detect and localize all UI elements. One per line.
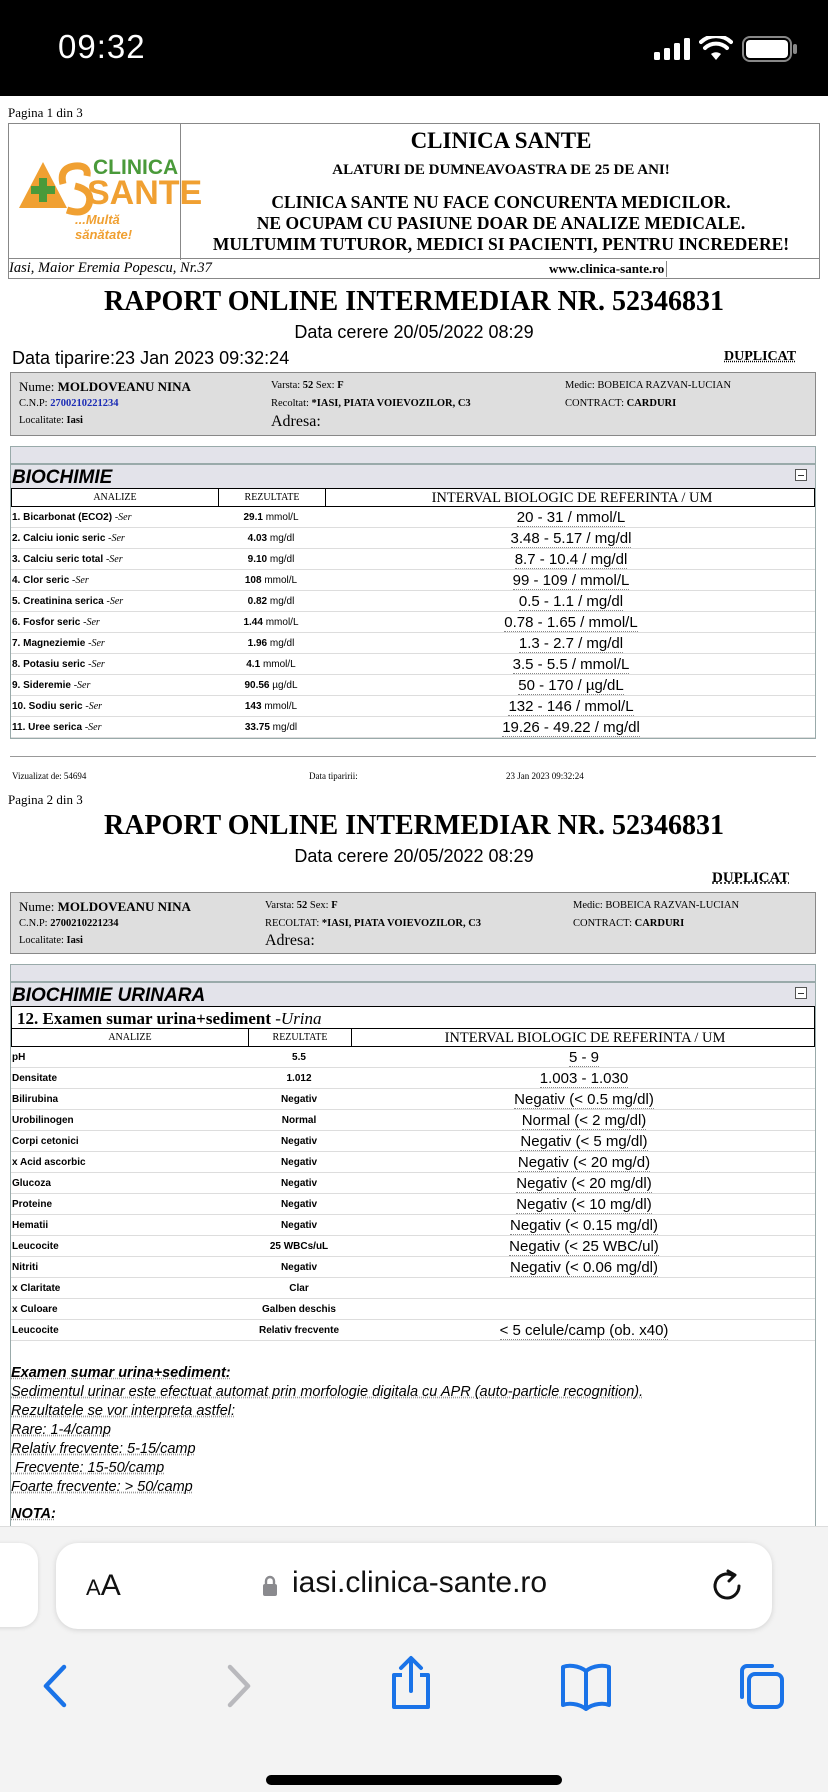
contract-label-2: CONTRACT:: [573, 918, 632, 929]
clinic-tagline: ALATURI DE DUMNEAVOASTRA DE 25 DE ANI!: [332, 162, 670, 178]
table-row: [11, 612, 815, 633]
cnp-label: C.N.P:: [19, 398, 48, 409]
table-row: [11, 696, 815, 717]
analyte-name: x Acid ascorbic: [12, 1157, 86, 1168]
collected-label-2: RECOLTAT:: [265, 918, 320, 929]
table-row: [11, 1215, 815, 1236]
logo-text-sante: SANTE: [87, 174, 203, 212]
patient-info-box: [10, 372, 816, 436]
patient-info-box-2: [10, 892, 816, 954]
reference-range: 3.48 - 5.17 / mg/dl: [510, 530, 632, 547]
table-row: [11, 1320, 815, 1341]
contract-type: CARDURI: [626, 398, 677, 409]
result-value: Normal: [281, 1115, 317, 1126]
address-bar[interactable]: [56, 1543, 772, 1629]
patient-age: 52: [302, 380, 314, 391]
result-value: 29.1 mmol/L: [243, 512, 299, 523]
reference-range: 0.78 - 1.65 / mmol/L: [504, 614, 638, 631]
section-header-biochimie: [10, 464, 816, 488]
request-date-2: Data cerere 20/05/2022 08:29: [294, 846, 534, 866]
reference-range: 5 - 9: [568, 1049, 599, 1066]
report-title-2: RAPORT ONLINE INTERMEDIAR NR. 52346831: [104, 810, 724, 841]
exam-header: [11, 1006, 815, 1028]
result-value: 5.5: [292, 1052, 306, 1063]
reference-range: Negativ (< 0.06 mg/dl): [510, 1259, 658, 1276]
result-value: 0.82 mg/dl: [247, 596, 295, 607]
analyte-name: Bilirubina: [12, 1094, 59, 1105]
share-icon[interactable]: [384, 1655, 438, 1711]
address-label: Adresa:: [271, 413, 321, 430]
sex-label-2: Sex:: [309, 900, 329, 911]
exam-notes: [11, 1364, 643, 1524]
analyte-name: 7. Magneziemie -Ser: [12, 638, 105, 649]
patient-sex: F: [337, 380, 344, 391]
reference-range: Normal (< 2 mg/dl): [521, 1112, 647, 1129]
note-line: Relativ frecvente: 5-15/camp: [11, 1441, 196, 1457]
patient-cnp: 2700210221234: [50, 398, 119, 409]
analyte-name: Corpi cetonici: [12, 1136, 79, 1147]
table-row: [11, 717, 815, 738]
section-title-2: BIOCHIMIE URINARA: [12, 985, 206, 1006]
address-label-2: Adresa:: [265, 932, 315, 949]
col-analyze-2: ANALIZE: [108, 1032, 152, 1043]
clinic-slogan-2: NE OCUPAM CU PASIUNE DOAR DE ANALIZE MEDICALE.: [256, 213, 746, 233]
table-row: [11, 1194, 815, 1215]
patient-name: MOLDOVEANU NINA: [57, 379, 191, 394]
analyte-name: x Culoare: [12, 1304, 58, 1315]
table-row: [11, 570, 815, 591]
contract-type-2: CARDURI: [634, 918, 685, 929]
name-label: Nume:: [19, 379, 55, 394]
result-value: 90.56 µg/dL: [244, 680, 298, 691]
reference-range: 50 - 170 / µg/dL: [518, 677, 624, 694]
section-divider-2: [10, 964, 816, 982]
table-row: [11, 654, 815, 675]
note-line: Frecvente: 15-50/camp: [11, 1460, 165, 1476]
clinic-name: CLINICA SANTE: [410, 128, 592, 153]
clinic-header-text: [181, 124, 821, 255]
note-line: Rezultatele se vor interpreta astfel:: [11, 1403, 236, 1419]
reference-range: Negativ (< 25 WBC/ul): [509, 1238, 659, 1255]
footer-viewed-by: Vizualizat de: 54694: [12, 771, 87, 781]
doctor-name-2: BOBEICA RAZVAN-LUCIAN: [605, 900, 740, 911]
reference-range: Negativ (< 0.5 mg/dl): [514, 1091, 654, 1108]
home-indicator[interactable]: [266, 1775, 562, 1785]
age-label: Varsta:: [271, 380, 301, 391]
result-value: Negativ: [280, 1220, 318, 1231]
result-value: Negativ: [280, 1094, 318, 1105]
analyte-name: pH: [12, 1052, 26, 1063]
reference-range: Negativ (< 0.15 mg/dl): [510, 1217, 658, 1234]
biochimie-rows: [11, 507, 815, 738]
note-line: Rare: 1-4/camp: [11, 1422, 111, 1438]
clinic-website[interactable]: www.clinica-sante.ro: [549, 261, 667, 277]
reload-icon[interactable]: [708, 1567, 746, 1605]
collected-label: Recoltat:: [271, 398, 309, 409]
status-time: 09:32: [58, 28, 146, 65]
nota-label: NOTA:: [11, 1506, 56, 1522]
table-row: [11, 675, 815, 696]
table-header-2: [11, 1028, 815, 1047]
doctor-label: Medic:: [565, 380, 595, 391]
battery-icon: [742, 36, 798, 62]
result-value: 25 WBCs/uL: [269, 1241, 329, 1252]
table-row: [11, 1257, 815, 1278]
clinic-address-row: [8, 259, 820, 279]
book-icon[interactable]: [560, 1661, 612, 1711]
result-value: Negativ: [280, 1262, 318, 1273]
analyte-name: 4. Clor seric -Ser: [12, 575, 89, 586]
result-value: Negativ: [280, 1157, 318, 1168]
url-text[interactable]: iasi.clinica-sante.ro: [292, 1566, 548, 1599]
logo-slogan: ...Multă sănătate!: [75, 212, 133, 242]
exam-specimen: -Urina: [275, 1009, 322, 1028]
exam-title: 12. Examen sumar urina+sediment: [17, 1009, 271, 1028]
table-row: [11, 1131, 815, 1152]
cnp-label-2: C.N.P:: [19, 918, 48, 929]
table-row: [11, 1047, 815, 1068]
urine-rows: [11, 1047, 815, 1341]
request-date: Data cerere 20/05/2022 08:29: [294, 322, 534, 342]
table-row: [11, 507, 815, 528]
status-bar: [0, 0, 828, 96]
patient-sex-2: F: [331, 900, 338, 911]
reference-range: Negativ (< 10 mg/dl): [516, 1196, 652, 1213]
table-row: [11, 528, 815, 549]
page-label: Pagina 1 din 3: [8, 105, 83, 120]
col-analyze: ANALIZE: [93, 492, 137, 503]
analyte-name: Densitate: [12, 1073, 58, 1084]
col-reference-2: INTERVAL BIOLOGIC DE REFERINTA / UM: [444, 1030, 726, 1046]
patient-age-2: 52: [296, 900, 308, 911]
contract-label: CONTRACT:: [565, 398, 624, 409]
locality-label-2: Localitate:: [19, 935, 64, 946]
result-value: Negativ: [280, 1136, 318, 1147]
col-reference: INTERVAL BIOLOGIC DE REFERINTA / UM: [431, 490, 713, 506]
analyte-name: 10. Sodiu seric -Ser: [12, 701, 103, 712]
analyte-name: Leucocite: [12, 1325, 59, 1336]
analyte-name: Proteine: [12, 1199, 53, 1210]
lock-icon: [262, 1575, 278, 1597]
table-row: [11, 1152, 815, 1173]
logo-text-clinica: CLINICA: [93, 156, 179, 179]
analyte-name: Nitriti: [12, 1262, 39, 1273]
reference-range: 0.5 - 1.1 / mg/dl: [518, 593, 624, 610]
patient-locality: Iasi: [66, 415, 83, 426]
result-value: 1.012: [286, 1073, 312, 1084]
section-header-urinara: [10, 982, 816, 1006]
result-value: 143 mmol/L: [244, 701, 298, 712]
table-row: [11, 549, 815, 570]
col-result: REZULTATE: [218, 489, 326, 506]
analyte-name: 6. Fosfor seric -Ser: [12, 617, 100, 628]
table-row: [11, 1089, 815, 1110]
reference-range: Negativ (< 5 mg/dl): [520, 1133, 648, 1150]
reference-range: Negativ (< 20 mg/dl): [516, 1175, 652, 1192]
page-label-2: Pagina 2 din 3: [8, 792, 83, 807]
print-date: Data tiparire:23 Jan 2023 09:32:24: [12, 348, 290, 368]
analyte-name: 2. Calciu ionic seric -Ser: [12, 533, 125, 544]
table-row: [11, 591, 815, 612]
analyte-name: 9. Sideremie -Ser: [12, 680, 91, 691]
result-value: 1.44 mmol/L: [243, 617, 299, 628]
result-value: Negativ: [280, 1178, 318, 1189]
analyte-name: 5. Creatinina serica -Ser: [12, 596, 124, 607]
analyte-name: 8. Potasiu seric -Ser: [12, 659, 105, 670]
doctor-name: BOBEICA RAZVAN-LUCIAN: [597, 380, 732, 391]
duplicate-label: DUPLICAT: [724, 349, 797, 364]
clinic-slogan-1: CLINICA SANTE NU FACE CONCURENTA MEDICILOR.: [271, 192, 731, 212]
collapse-icon[interactable]: [795, 469, 807, 481]
reference-range: 1.3 - 2.7 / mg/dl: [518, 635, 624, 652]
browser-toolbar: [0, 1526, 828, 1792]
footer-print-date: 23 Jan 2023 09:32:24: [506, 771, 584, 781]
table-row: [11, 1173, 815, 1194]
result-value: 33.75 mg/dl: [244, 722, 298, 733]
reference-range: 132 - 146 / mmol/L: [508, 698, 634, 715]
result-value: Clar: [289, 1283, 309, 1294]
table-row: [11, 1068, 815, 1089]
table-row: [11, 1236, 815, 1257]
result-value: 4.03 mg/dl: [247, 533, 295, 544]
footer-print-label: Data tiparirii:: [309, 771, 358, 781]
locality-label: Localitate:: [19, 415, 64, 426]
clinic-header: [8, 123, 820, 259]
note-line: Foarte frecvente: > 50/camp: [11, 1479, 193, 1495]
collapse-icon-2[interactable]: [795, 987, 807, 999]
reference-range: 20 - 31 / mmol/L: [516, 509, 626, 526]
analyte-name: 3. Calciu seric total -Ser: [12, 554, 123, 565]
result-value: Galben deschis: [262, 1304, 336, 1315]
clinic-slogan-3: MULTUMIM TUTUROR, MEDICI SI PACIENTI, PENTRU INCREDERE!: [212, 234, 790, 254]
analyte-name: Urobilinogen: [12, 1115, 74, 1126]
result-value: 9.10 mg/dl: [247, 554, 295, 565]
forward-chevron-icon[interactable]: [212, 1661, 262, 1711]
doctor-label-2: Medic:: [573, 900, 603, 911]
reference-range: < 5 celule/camp (ob. x40): [499, 1322, 669, 1339]
clinic-address: Iasi, Maior Eremia Popescu, Nr.37: [9, 260, 212, 276]
collection-point-2: *IASI, PIATA VOIEVOZILOR, C3: [321, 918, 482, 929]
name-label-2: Nume:: [19, 899, 55, 914]
report-title: RAPORT ONLINE INTERMEDIAR NR. 52346831: [104, 286, 724, 317]
analyte-name: Glucoza: [12, 1178, 51, 1189]
patient-name-2: MOLDOVEANU NINA: [57, 899, 191, 914]
report-document[interactable]: [0, 96, 828, 1526]
text-size-button[interactable]: AA: [86, 1569, 121, 1602]
sex-label: Sex:: [315, 380, 335, 391]
wifi-icon: [699, 36, 733, 62]
section-title: BIOCHIMIE: [12, 467, 113, 488]
previous-tab-preview[interactable]: [0, 1543, 38, 1627]
analyte-name: Hematii: [12, 1220, 49, 1231]
table-row: [11, 1278, 815, 1299]
notes-title: Examen sumar urina+sediment:: [11, 1365, 231, 1381]
col-result-2: REZULTATE: [248, 1029, 352, 1046]
reference-range: 1.003 - 1.030: [539, 1070, 629, 1087]
reference-range: 8.7 - 10.4 / mg/dl: [514, 551, 628, 568]
patient-cnp-2: 2700210221234: [50, 918, 119, 929]
table-row: [11, 633, 815, 654]
result-value: Relativ frecvente: [258, 1325, 340, 1336]
table-row: [11, 1110, 815, 1131]
result-value: 4.1 mmol/L: [246, 659, 296, 670]
analyte-name: 11. Uree serica -Ser: [12, 722, 102, 733]
page-separator: [10, 756, 816, 757]
patient-locality-2: Iasi: [66, 935, 83, 946]
tabs-icon[interactable]: [736, 1661, 786, 1711]
cellular-signal-icon: [654, 38, 690, 60]
section-divider: [10, 446, 816, 464]
back-chevron-icon[interactable]: [32, 1661, 82, 1711]
result-value: Negativ: [280, 1199, 318, 1210]
biochimie-table: [10, 488, 816, 739]
collection-point: *IASI, PIATA VOIEVOZILOR, C3: [311, 398, 471, 409]
clinic-logo: [9, 124, 203, 260]
reference-range: 19.26 - 49.22 / mg/dl: [502, 719, 640, 736]
result-value: 108 mmol/L: [244, 575, 298, 586]
table-header: [11, 488, 815, 507]
reference-range: 3.5 - 5.5 / mmol/L: [512, 656, 630, 673]
table-row: [11, 1299, 815, 1320]
result-value: 1.96 mg/dl: [247, 638, 295, 649]
reference-range: 99 - 109 / mmol/L: [512, 572, 630, 589]
age-label-2: Varsta:: [265, 900, 295, 911]
analyte-name: Leucocite: [12, 1241, 59, 1252]
duplicate-label-2: DUPLICAT: [712, 870, 790, 886]
notes-body: [11, 1383, 643, 1497]
analyte-name: 1. Bicarbonat (ECO2) -Ser: [12, 512, 132, 523]
note-line: Sedimentul urinar este efectuat automat prin morfologie digitala cu APR (auto-particle recognition).: [11, 1384, 644, 1400]
reference-range: Negativ (< 20 mg/d): [517, 1154, 651, 1171]
analyte-name: x Claritate: [12, 1283, 61, 1294]
